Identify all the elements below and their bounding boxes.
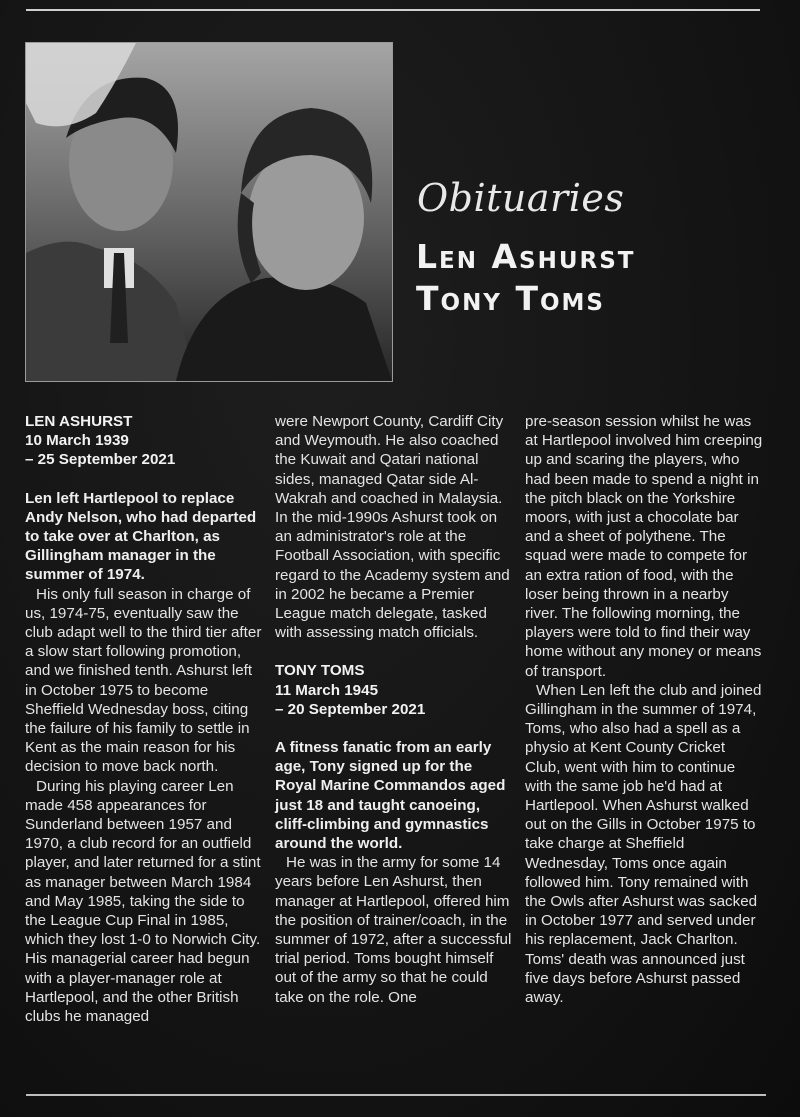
obituary-name-ashurst: LEN ASHURST <box>25 413 133 430</box>
column-3 <box>525 412 763 1007</box>
birth-date-toms: 11 March 1945 <box>275 681 379 699</box>
headline-line-1: Len Ashurst <box>416 237 636 276</box>
portrait-photo <box>25 42 393 382</box>
column-1 <box>25 412 263 1026</box>
death-date-ashurst: – 25 September 2021 <box>25 451 176 469</box>
obituary-name-toms: TONY TOMS <box>275 662 365 680</box>
body-paragraph: During his playing career Len made 458 appearances for Sunderland between 1957 and 1970, a club record for an outfield player, and later returned for a stint as manager between March 1984 and May 1985, taking the side to the League Cup Final in 1985, which they lost 1-0 to Norwich City. His managerial career had begun with a player-manager role at Hartlepool, and the other British clubs he managed <box>25 777 261 1026</box>
body-paragraph: were Newport County, Cardiff City and Weymouth. He also coached the Kuwait and Qatari national sides, managed Qatar side Al-Wakrah and coached in Malaysia. In the mid-1990s Ashurst took on an administrator's role at the Football Association, with specific regard to the Academy system and in 2002 he became a Premier League match delegate, tasked with assessing match officials. <box>275 413 510 642</box>
birth-date-ashurst: 10 March 1939 <box>25 432 129 450</box>
lead-paragraph-toms: A fitness fanatic from an early age, Tony signed up for the Royal Marine Commandos aged just 18 and taught canoeing, cliff-climbing and gymnastics around the world. <box>275 739 506 853</box>
body-paragraph: He was in the army for some 14 years before Len Ashurst, then manager at Hartlepool, offered him the position of trainer/coach, in the summer of 1972, after a successful trial period. Toms bought himself out of the army so that he could take on the role. One <box>275 854 512 1006</box>
body-paragraph: His only full season in charge of us, 1974-75, eventually saw the club adapt well to the third tier after a slow start following promotion, and we finished tenth. Ashurst left in October 1975 to become Sheffield Wednesday boss, citing the failure of his family to settle in Kent as the main reason for his decision to move back north. <box>25 585 262 776</box>
column-2 <box>275 412 513 1007</box>
photo-illustration <box>26 43 392 381</box>
section-kicker: Obituaries <box>417 176 625 220</box>
body-paragraph: When Len left the club and joined Gillingham in the summer of 1974, Toms, who also had a spell as a physio at Kent County Cricket Club, went with him to continue with the same job he'd had at Hartlepool. When Ashurst walked out on the Gills in October 1975 to take charge at Sheffield Wednesday, Toms once again followed him. Tony remained with the Owls after Ashurst was sacked in October 1977 and served under his replacement, Jack Charlton. Toms' death was announced just five days before Ashurst passed away. <box>525 681 762 1007</box>
headline-line-2: Tony Toms <box>416 279 605 318</box>
lead-paragraph-ashurst: Len left Hartlepool to replace Andy Nelson, who had departed to take over at Charlton, as Gillingham manager in the summer of 1974. <box>25 489 257 584</box>
body-paragraph: pre-season session whilst he was at Hartlepool involved him creeping up and scaring the players, who had been made to spend a night in the pitch black on the Yorkshire moors, with just a chocolate bar and a sheet of polythene. The squad were made to compete for an extra ration of food, with the loser being thrown in a nearby river. The following morning, the players were told to find their way home without any money or means of transport. <box>525 413 763 680</box>
top-rule <box>26 9 760 11</box>
headline <box>416 236 776 320</box>
bottom-rule <box>26 1094 766 1096</box>
death-date-toms: – 20 September 2021 <box>275 700 426 718</box>
